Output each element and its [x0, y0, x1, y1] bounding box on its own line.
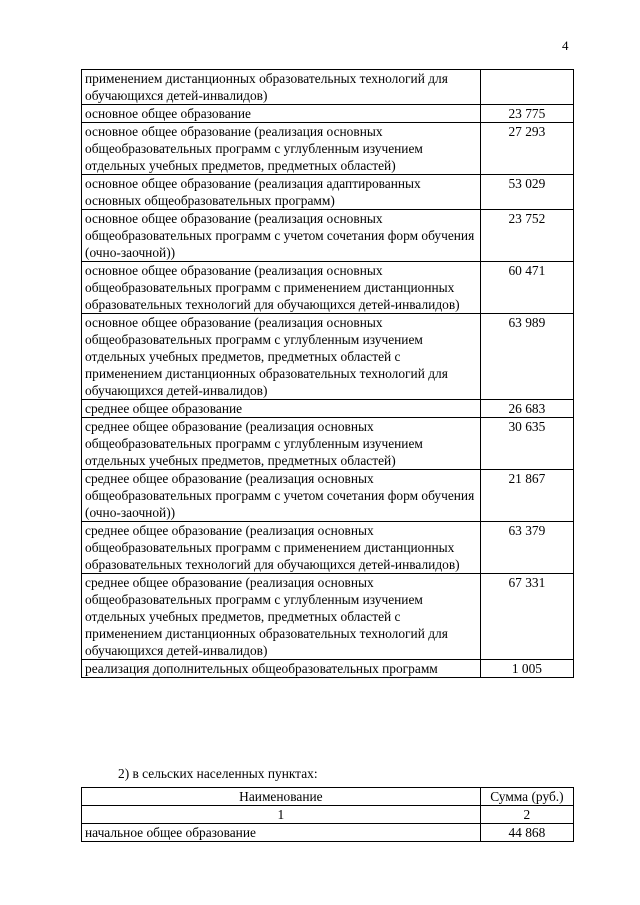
row-name: основное общее образование (реализация адаптированных основных общеобразовательных программ): [82, 175, 481, 210]
row-name: основное общее образование: [82, 105, 481, 123]
row-amount: 67 331: [480, 574, 573, 660]
rural-table-body: [82, 788, 574, 842]
table-row: [82, 824, 574, 842]
row-amount: 26 683: [480, 400, 573, 418]
row-name: начальное общее образование: [82, 824, 481, 842]
cost-table-body: [82, 70, 574, 678]
table-row: [82, 175, 574, 210]
table-row: [82, 400, 574, 418]
column-number-1: 1: [82, 806, 481, 824]
table-row: [82, 470, 574, 522]
column-numbering-row: [82, 806, 574, 824]
row-amount: 63 379: [480, 522, 573, 574]
row-name: основное общее образование (реализация основных общеобразовательных программ с углубленным изучением отдельных учебных предметов, предметных областей с применением дистанционных образовательных технологий для обучающихся детей-инвалидов): [82, 314, 481, 400]
row-name: среднее общее образование (реализация основных общеобразовательных программ с углубленным изучением отдельных учебных предметов, предметных областей): [82, 418, 481, 470]
table-row: [82, 105, 574, 123]
row-amount: 27 293: [480, 123, 573, 175]
page-number: 4: [562, 38, 569, 53]
row-amount: 23 775: [480, 105, 573, 123]
row-name: среднее общее образование (реализация основных общеобразовательных программ с применением дистанционных образовательных технологий для обучающихся детей-инвалидов): [82, 522, 481, 574]
column-number-2: 2: [480, 806, 573, 824]
row-amount: 60 471: [480, 262, 573, 314]
row-name: основное общее образование (реализация основных общеобразовательных программ с применением дистанционных образовательных технологий для обучающихся детей-инвалидов): [82, 262, 481, 314]
row-amount: 21 867: [480, 470, 573, 522]
row-name: среднее общее образование: [82, 400, 481, 418]
table-row: [82, 660, 574, 678]
row-amount: 1 005: [480, 660, 573, 678]
row-name: среднее общее образование (реализация основных общеобразовательных программ с учетом сочетания форм обучения (очно-заочной)): [82, 470, 481, 522]
table-row: [82, 418, 574, 470]
row-amount: 53 029: [480, 175, 573, 210]
table-row: [82, 210, 574, 262]
rural-section-heading: 2) в сельских населенных пунктах:: [118, 766, 318, 781]
table-row: [82, 262, 574, 314]
row-amount: 30 635: [480, 418, 573, 470]
table-row: [82, 70, 574, 105]
table-row: [82, 314, 574, 400]
row-name: среднее общее образование (реализация основных общеобразовательных программ с углубленным изучением отдельных учебных предметов, предметных областей с применением дистанционных образовательных технологий для обучающихся детей-инвалидов): [82, 574, 481, 660]
row-amount: [480, 70, 573, 105]
row-amount: 63 989: [480, 314, 573, 400]
header-name: Наименование: [82, 788, 481, 806]
row-amount: 23 752: [480, 210, 573, 262]
table-row: [82, 123, 574, 175]
cost-table-urban: [81, 69, 574, 678]
row-name: применением дистанционных образовательных технологий для обучающихся детей-инвалидов): [82, 70, 481, 105]
header-amount: Сумма (руб.): [480, 788, 573, 806]
cost-table-rural: [81, 787, 574, 842]
row-name: основное общее образование (реализация основных общеобразовательных программ с учетом сочетания форм обучения (очно-заочной)): [82, 210, 481, 262]
table-header-row: [82, 788, 574, 806]
row-name: основное общее образование (реализация основных общеобразовательных программ с углубленным изучением отдельных учебных предметов, предметных областей): [82, 123, 481, 175]
table-row: [82, 522, 574, 574]
row-amount: 44 868: [480, 824, 573, 842]
table-row: [82, 574, 574, 660]
row-name: реализация дополнительных общеобразовательных программ: [82, 660, 481, 678]
